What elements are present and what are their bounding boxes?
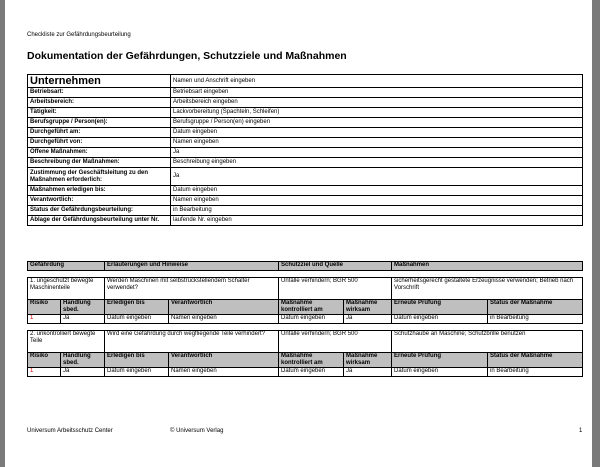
hazard-values-row: [28, 315, 583, 324]
company-row-value[interactable]: Ja: [171, 168, 583, 186]
company-row-label: Arbeitsbereich:: [28, 98, 171, 108]
company-row-value[interactable]: Lackvorbereitung (Spachteln, Schleifen): [171, 108, 583, 118]
hazard-goal-cell[interactable]: Unfälle verhindern; BGR 500: [279, 331, 392, 353]
company-row: [28, 196, 583, 206]
hazard-row: [28, 278, 583, 300]
company-row-value[interactable]: Ja: [171, 148, 583, 158]
company-row-label: Durchgeführt von:: [28, 138, 171, 148]
company-row: [28, 186, 583, 196]
company-row: [28, 148, 583, 158]
company-row: [28, 216, 583, 226]
company-row: [28, 168, 583, 186]
hazard-subheader-cell: Risiko: [28, 300, 61, 315]
hazard-header-row: [28, 262, 583, 271]
hazard-value-cell[interactable]: Ja: [61, 315, 105, 324]
hazard-header-cell: Maßnahmen: [392, 262, 583, 271]
hazard-subheader-cell: Erneute Prüfung: [392, 353, 488, 368]
risk-value[interactable]: 1: [28, 315, 61, 324]
hazard-goal-cell[interactable]: Unfälle verhindern; BGR 500: [279, 278, 392, 300]
hazard-value-cell[interactable]: Namen eingeben: [169, 315, 279, 324]
company-row-label: Maßnahmen erledigen bis:: [28, 186, 171, 196]
hazard-spacer: [28, 324, 583, 331]
company-row-value[interactable]: Arbeitsbereich eingeben: [171, 98, 583, 108]
company-row: [28, 98, 583, 108]
hazard-subheader-cell: Erneute Prüfung: [392, 300, 488, 315]
hazard-subheader-cell: Erledigen bis: [105, 300, 169, 315]
hazard-values-row: [28, 368, 583, 377]
company-row: [28, 118, 583, 128]
company-row: [28, 75, 583, 88]
company-row-label: Status der Gefährdungsbeurteilung:: [28, 206, 171, 216]
hazard-header-cell: Schutzziel und Quelle: [279, 262, 392, 271]
hazard-row: [28, 331, 583, 353]
hazard-measure-cell[interactable]: sicherheitsgerecht gestaltete Erzeugnisse verwenden; Betrieb nach Vorschrift: [392, 278, 583, 300]
hazard-hazard-cell[interactable]: 1. ungeschützt bewegte Maschinenteile: [28, 278, 105, 300]
company-row-label: Zustimmung der Geschäftsleitung zu den Maßnahmen erforderlich:: [28, 168, 171, 186]
hazard-subheader-cell: Verantwortlich: [169, 353, 279, 368]
company-row-value[interactable]: laufende Nr. eingeben: [171, 216, 583, 226]
risk-value[interactable]: 1: [28, 368, 61, 377]
footer-copyright: © Universum Verlag: [170, 428, 224, 434]
hazard-subheader-cell: Status der Maßnahme: [488, 353, 583, 368]
hazard-value-cell[interactable]: Datum eingeben: [105, 368, 169, 377]
company-row-value[interactable]: Beschreibung eingeben: [171, 158, 583, 168]
page-title: Dokumentation der Gefährdungen, Schutzziele und Maßnahmen: [27, 50, 347, 62]
hazard-subheader-cell: Maßnahme wirksam: [344, 353, 392, 368]
company-row-value[interactable]: Namen eingeben: [171, 196, 583, 206]
hazard-hazard-cell[interactable]: 2. unkontrolliert bewegte Teile: [28, 331, 105, 353]
hazard-value-cell[interactable]: in Bearbeitung: [488, 315, 583, 324]
company-row: [28, 206, 583, 216]
hazard-subheader-cell: Handlung sbed.: [61, 300, 105, 315]
company-row-label: Berufsgruppe / Person(en):: [28, 118, 171, 128]
hazard-value-cell[interactable]: Datum eingeben: [279, 315, 344, 324]
company-row-value[interactable]: Datum eingeben: [171, 128, 583, 138]
company-info-table: [27, 74, 583, 226]
hazard-value-cell[interactable]: Datum eingeben: [105, 315, 169, 324]
company-row-value[interactable]: in Bearbeitung: [171, 206, 583, 216]
hazard-subheader-cell: Erledigen bis: [105, 353, 169, 368]
company-row-value[interactable]: Betriebsart eingeben: [171, 88, 583, 98]
company-row-label: Offene Maßnahmen:: [28, 148, 171, 158]
company-row-label: Tätigkeit:: [28, 108, 171, 118]
hazard-subheader-row: [28, 300, 583, 315]
hazard-value-cell[interactable]: Ja: [61, 368, 105, 377]
company-row: [28, 108, 583, 118]
company-row: [28, 158, 583, 168]
company-row: [28, 128, 583, 138]
checklist-label: Checkliste zur Gefährdungsbeurteilung: [27, 32, 131, 38]
hazard-value-cell[interactable]: Datum eingeben: [392, 315, 488, 324]
hazard-value-cell[interactable]: Namen eingeben: [169, 368, 279, 377]
hazard-note-cell[interactable]: Wird eine Gefährdung durch wegfliegende Teile verhindert?: [105, 331, 279, 353]
company-row-value[interactable]: Namen und Anschrift eingeben: [171, 75, 583, 88]
company-row-value[interactable]: Namen eingeben: [171, 138, 583, 148]
hazard-subheader-cell: Maßnahme kontrolliert am: [279, 353, 344, 368]
hazard-value-cell[interactable]: Ja: [344, 315, 392, 324]
hazard-subheader-cell: Status der Maßnahme: [488, 300, 583, 315]
hazard-subheader-cell: Verantwortlich: [169, 300, 279, 315]
company-row-value[interactable]: Berufsgruppe / Person(en) eingeben: [171, 118, 583, 128]
hazard-subheader-cell: Maßnahme kontrolliert am: [279, 300, 344, 315]
hazard-value-cell[interactable]: Datum eingeben: [279, 368, 344, 377]
company-row-label: Unternehmen: [28, 75, 171, 88]
company-row-value[interactable]: Datum eingeben: [171, 186, 583, 196]
company-row: [28, 88, 583, 98]
hazard-subheader-cell: Handlung sbed.: [61, 353, 105, 368]
footer-page-number: 1: [579, 428, 583, 434]
hazard-header-cell: Gefährdung: [28, 262, 105, 271]
company-row-label: Durchgeführt am:: [28, 128, 171, 138]
hazard-value-cell[interactable]: Datum eingeben: [392, 368, 488, 377]
document-page: [5, 0, 592, 467]
hazard-subheader-cell: Risiko: [28, 353, 61, 368]
company-row: [28, 138, 583, 148]
hazard-measure-cell[interactable]: Schutzhaube an Maschine; Schutzbrille benutzen: [392, 331, 583, 353]
company-row-label: Verantwortlich:: [28, 196, 171, 206]
hazard-value-cell[interactable]: in Bearbeitung: [488, 368, 583, 377]
company-row-label: Betriebsart:: [28, 88, 171, 98]
company-row-label: Ablage der Gefährdungsbeurteilung unter Nr.: [28, 216, 171, 226]
footer-publisher: Universum Arbeitsschutz Center: [27, 428, 113, 434]
company-row-label: Beschreibung der Maßnahmen:: [28, 158, 171, 168]
hazard-note-cell[interactable]: Werden Maschinen mit selbstrückstellendem Schalter verwendet?: [105, 278, 279, 300]
hazard-header-cell: Erläuterungen und Hinweise: [105, 262, 279, 271]
hazard-subheader-cell: Maßnahme wirksam: [344, 300, 392, 315]
hazard-spacer: [28, 271, 583, 278]
hazard-table: [27, 261, 583, 377]
hazard-value-cell[interactable]: Ja: [344, 368, 392, 377]
hazard-subheader-row: [28, 353, 583, 368]
